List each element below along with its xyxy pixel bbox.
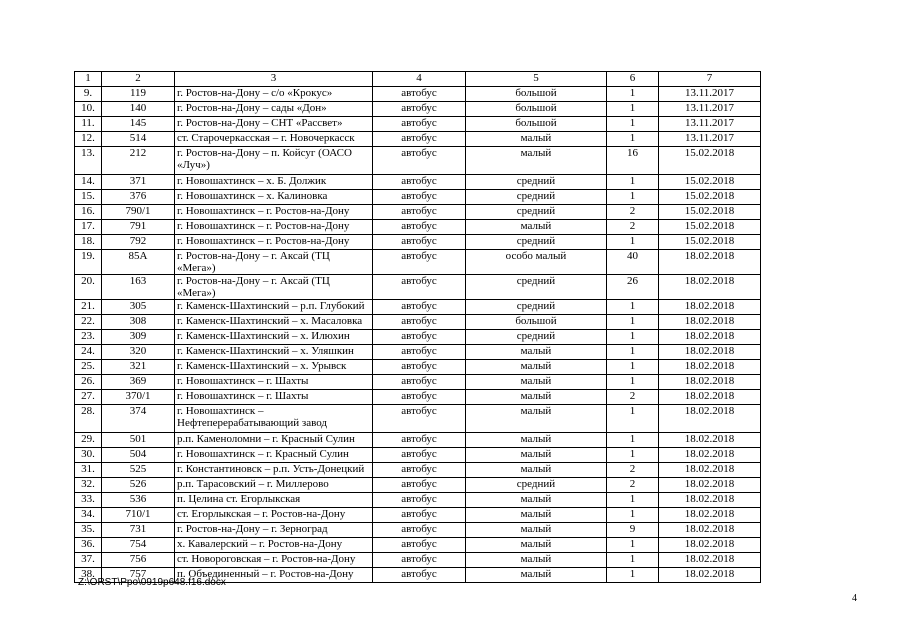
- route-name-cell: п. Объединенный – г. Ростов-на-Дону: [175, 568, 373, 583]
- date-cell: 18.02.2018: [659, 478, 761, 493]
- route-name-cell: х. Кавалерский – г. Ростов-на-Дону: [175, 538, 373, 553]
- vehicle-class-cell: малый: [466, 553, 607, 568]
- vehicle-type-cell: автобус: [373, 315, 466, 330]
- table-row: [75, 87, 761, 102]
- vehicle-class-cell: средний: [466, 275, 607, 300]
- vehicle-type-cell: автобус: [373, 360, 466, 375]
- table-row: [75, 190, 761, 205]
- vehicle-class-cell: малый: [466, 405, 607, 433]
- vehicle-class-cell: малый: [466, 463, 607, 478]
- vehicle-count-cell: 1: [607, 300, 659, 315]
- route-number-cell: 501: [102, 433, 175, 448]
- vehicle-count-cell: 1: [607, 132, 659, 147]
- route-name-cell: г. Константиновск – р.п. Усть-Донецкий: [175, 463, 373, 478]
- column-header: 6: [607, 72, 659, 87]
- route-name-cell: г. Каменск-Шахтинский – х. Уляшкин: [175, 345, 373, 360]
- date-cell: 18.02.2018: [659, 523, 761, 538]
- routes-table: [74, 71, 761, 583]
- column-header: 3: [175, 72, 373, 87]
- table-row: [75, 345, 761, 360]
- vehicle-count-cell: 1: [607, 330, 659, 345]
- date-cell: 18.02.2018: [659, 568, 761, 583]
- route-number-cell: 754: [102, 538, 175, 553]
- route-number-cell: 119: [102, 87, 175, 102]
- table-row: [75, 275, 761, 300]
- vehicle-class-cell: малый: [466, 568, 607, 583]
- table-row: [75, 132, 761, 147]
- file-path: Z:\ORST\Ppo\0919p648.f16.docx: [78, 577, 226, 588]
- row-number-cell: 10.: [75, 102, 102, 117]
- row-number-cell: 18.: [75, 235, 102, 250]
- vehicle-type-cell: автобус: [373, 493, 466, 508]
- row-number-cell: 13.: [75, 147, 102, 175]
- vehicle-class-cell: малый: [466, 147, 607, 175]
- route-name-cell: г. Новошахтинск – г. Шахты: [175, 390, 373, 405]
- vehicle-count-cell: 40: [607, 250, 659, 275]
- vehicle-class-cell: малый: [466, 345, 607, 360]
- table-row: [75, 493, 761, 508]
- vehicle-type-cell: автобус: [373, 478, 466, 493]
- vehicle-type-cell: автобус: [373, 433, 466, 448]
- table-row: [75, 300, 761, 315]
- date-cell: 18.02.2018: [659, 360, 761, 375]
- table-row: [75, 220, 761, 235]
- vehicle-type-cell: автобус: [373, 463, 466, 478]
- table-row: [75, 463, 761, 478]
- route-number-cell: 308: [102, 315, 175, 330]
- vehicle-count-cell: 1: [607, 345, 659, 360]
- route-name-cell: г. Каменск-Шахтинский – х. Урывск: [175, 360, 373, 375]
- date-cell: 13.11.2017: [659, 87, 761, 102]
- route-number-cell: 757: [102, 568, 175, 583]
- date-cell: 18.02.2018: [659, 405, 761, 433]
- vehicle-count-cell: 16: [607, 147, 659, 175]
- table-row: [75, 147, 761, 175]
- vehicle-type-cell: автобус: [373, 102, 466, 117]
- vehicle-count-cell: 1: [607, 190, 659, 205]
- row-number-cell: 26.: [75, 375, 102, 390]
- row-number-cell: 23.: [75, 330, 102, 345]
- table-row: [75, 375, 761, 390]
- date-cell: 15.02.2018: [659, 220, 761, 235]
- vehicle-type-cell: автобус: [373, 275, 466, 300]
- vehicle-count-cell: 1: [607, 175, 659, 190]
- vehicle-type-cell: автобус: [373, 250, 466, 275]
- route-number-cell: 792: [102, 235, 175, 250]
- vehicle-class-cell: малый: [466, 375, 607, 390]
- date-cell: 18.02.2018: [659, 330, 761, 345]
- route-number-cell: 163: [102, 275, 175, 300]
- row-number-cell: 12.: [75, 132, 102, 147]
- row-number-cell: 24.: [75, 345, 102, 360]
- row-number-cell: 21.: [75, 300, 102, 315]
- date-cell: 18.02.2018: [659, 553, 761, 568]
- vehicle-count-cell: 26: [607, 275, 659, 300]
- vehicle-count-cell: 1: [607, 117, 659, 132]
- route-name-cell: п. Целина ст. Егорлыкская: [175, 493, 373, 508]
- route-number-cell: 536: [102, 493, 175, 508]
- date-cell: 13.11.2017: [659, 132, 761, 147]
- date-cell: 18.02.2018: [659, 275, 761, 300]
- table-row: [75, 508, 761, 523]
- vehicle-count-cell: 1: [607, 433, 659, 448]
- vehicle-type-cell: автобус: [373, 523, 466, 538]
- route-name-cell: г. Новошахтинск – х. Калиновка: [175, 190, 373, 205]
- vehicle-type-cell: автобус: [373, 175, 466, 190]
- route-number-cell: 212: [102, 147, 175, 175]
- table-row: [75, 405, 761, 433]
- vehicle-type-cell: автобус: [373, 220, 466, 235]
- vehicle-type-cell: автобус: [373, 553, 466, 568]
- date-cell: 15.02.2018: [659, 205, 761, 220]
- row-number-cell: 25.: [75, 360, 102, 375]
- header-row: [75, 72, 761, 87]
- vehicle-class-cell: средний: [466, 205, 607, 220]
- vehicle-class-cell: средний: [466, 300, 607, 315]
- vehicle-class-cell: большой: [466, 87, 607, 102]
- row-number-cell: 29.: [75, 433, 102, 448]
- column-header: 1: [75, 72, 102, 87]
- route-name-cell: г. Новошахтинск – г. Ростов-на-Дону: [175, 220, 373, 235]
- vehicle-class-cell: большой: [466, 315, 607, 330]
- vehicle-count-cell: 2: [607, 463, 659, 478]
- vehicle-type-cell: автобус: [373, 147, 466, 175]
- vehicle-class-cell: средний: [466, 175, 607, 190]
- vehicle-type-cell: автобус: [373, 235, 466, 250]
- column-header: 7: [659, 72, 761, 87]
- date-cell: 18.02.2018: [659, 390, 761, 405]
- route-name-cell: г. Ростов-на-Дону – СНТ «Рассвет»: [175, 117, 373, 132]
- table-row: [75, 538, 761, 553]
- table-row: [75, 478, 761, 493]
- route-name-cell: г. Каменск-Шахтинский – р.п. Глубокий: [175, 300, 373, 315]
- row-number-cell: 31.: [75, 463, 102, 478]
- date-cell: 18.02.2018: [659, 448, 761, 463]
- row-number-cell: 9.: [75, 87, 102, 102]
- row-number-cell: 32.: [75, 478, 102, 493]
- vehicle-class-cell: большой: [466, 117, 607, 132]
- vehicle-class-cell: малый: [466, 523, 607, 538]
- route-number-cell: 320: [102, 345, 175, 360]
- vehicle-count-cell: 2: [607, 205, 659, 220]
- vehicle-type-cell: автобус: [373, 132, 466, 147]
- vehicle-class-cell: средний: [466, 330, 607, 345]
- vehicle-type-cell: автобус: [373, 300, 466, 315]
- route-number-cell: 526: [102, 478, 175, 493]
- route-name-cell: г. Новошахтинск – г. Ростов-на-Дону: [175, 235, 373, 250]
- table-row: [75, 315, 761, 330]
- vehicle-count-cell: 1: [607, 448, 659, 463]
- date-cell: 18.02.2018: [659, 463, 761, 478]
- vehicle-type-cell: автобус: [373, 538, 466, 553]
- vehicle-count-cell: 1: [607, 87, 659, 102]
- route-number-cell: 369: [102, 375, 175, 390]
- vehicle-count-cell: 1: [607, 375, 659, 390]
- route-name-cell: г. Каменск-Шахтинский – х. Масаловка: [175, 315, 373, 330]
- row-number-cell: 36.: [75, 538, 102, 553]
- table-row: [75, 448, 761, 463]
- route-name-cell: г. Ростов-на-Дону – г. Зерноград: [175, 523, 373, 538]
- date-cell: 18.02.2018: [659, 433, 761, 448]
- vehicle-class-cell: малый: [466, 433, 607, 448]
- route-number-cell: 710/1: [102, 508, 175, 523]
- vehicle-count-cell: 1: [607, 405, 659, 433]
- route-number-cell: 504: [102, 448, 175, 463]
- route-number-cell: 321: [102, 360, 175, 375]
- row-number-cell: 28.: [75, 405, 102, 433]
- row-number-cell: 15.: [75, 190, 102, 205]
- route-name-cell: г. Ростов-на-Дону – г. Аксай (ТЦ «Мега»): [175, 275, 373, 300]
- vehicle-count-cell: 2: [607, 478, 659, 493]
- date-cell: 18.02.2018: [659, 493, 761, 508]
- route-number-cell: 309: [102, 330, 175, 345]
- route-number-cell: 305: [102, 300, 175, 315]
- vehicle-class-cell: малый: [466, 538, 607, 553]
- route-name-cell: р.п. Тарасовский – г. Миллерово: [175, 478, 373, 493]
- route-name-cell: р.п. Каменоломни – г. Красный Сулин: [175, 433, 373, 448]
- vehicle-count-cell: 2: [607, 220, 659, 235]
- row-number-cell: 22.: [75, 315, 102, 330]
- vehicle-type-cell: автобус: [373, 448, 466, 463]
- date-cell: 18.02.2018: [659, 250, 761, 275]
- date-cell: 13.11.2017: [659, 102, 761, 117]
- route-name-cell: г. Новошахтинск – Нефтеперерабатывающий завод: [175, 405, 373, 433]
- vehicle-class-cell: малый: [466, 390, 607, 405]
- row-number-cell: 37.: [75, 553, 102, 568]
- vehicle-class-cell: малый: [466, 360, 607, 375]
- route-name-cell: г. Ростов-на-Дону – сады «Дон»: [175, 102, 373, 117]
- row-number-cell: 35.: [75, 523, 102, 538]
- route-name-cell: г. Новошахтинск – г. Шахты: [175, 375, 373, 390]
- vehicle-type-cell: автобус: [373, 508, 466, 523]
- vehicle-count-cell: 1: [607, 508, 659, 523]
- vehicle-type-cell: автобус: [373, 405, 466, 433]
- date-cell: 18.02.2018: [659, 345, 761, 360]
- date-cell: 15.02.2018: [659, 147, 761, 175]
- vehicle-count-cell: 1: [607, 102, 659, 117]
- route-name-cell: г. Новошахтинск – г. Ростов-на-Дону: [175, 205, 373, 220]
- table-row: [75, 330, 761, 345]
- date-cell: 18.02.2018: [659, 375, 761, 390]
- vehicle-count-cell: 1: [607, 493, 659, 508]
- vehicle-type-cell: автобус: [373, 117, 466, 132]
- date-cell: 13.11.2017: [659, 117, 761, 132]
- route-number-cell: 85А: [102, 250, 175, 275]
- row-number-cell: 19.: [75, 250, 102, 275]
- vehicle-class-cell: особо малый: [466, 250, 607, 275]
- row-number-cell: 20.: [75, 275, 102, 300]
- vehicle-class-cell: большой: [466, 102, 607, 117]
- vehicle-count-cell: 1: [607, 235, 659, 250]
- route-number-cell: 791: [102, 220, 175, 235]
- vehicle-class-cell: средний: [466, 478, 607, 493]
- route-name-cell: г. Новошахтинск – х. Б. Должик: [175, 175, 373, 190]
- vehicle-count-cell: 1: [607, 568, 659, 583]
- date-cell: 18.02.2018: [659, 508, 761, 523]
- page-number: 4: [852, 593, 857, 604]
- vehicle-count-cell: 9: [607, 523, 659, 538]
- table-row: [75, 553, 761, 568]
- column-header: 2: [102, 72, 175, 87]
- vehicle-class-cell: средний: [466, 190, 607, 205]
- column-header: 5: [466, 72, 607, 87]
- route-name-cell: г. Новошахтинск – г. Красный Сулин: [175, 448, 373, 463]
- route-name-cell: г. Каменск-Шахтинский – х. Илюхин: [175, 330, 373, 345]
- vehicle-class-cell: малый: [466, 220, 607, 235]
- table-row: [75, 523, 761, 538]
- row-number-cell: 33.: [75, 493, 102, 508]
- table-row: [75, 235, 761, 250]
- vehicle-type-cell: автобус: [373, 205, 466, 220]
- row-number-cell: 34.: [75, 508, 102, 523]
- date-cell: 15.02.2018: [659, 175, 761, 190]
- vehicle-type-cell: автобус: [373, 375, 466, 390]
- row-number-cell: 38.: [75, 568, 102, 583]
- route-number-cell: 376: [102, 190, 175, 205]
- route-name-cell: ст. Егорлыкская – г. Ростов-на-Дону: [175, 508, 373, 523]
- vehicle-class-cell: малый: [466, 448, 607, 463]
- row-number-cell: 17.: [75, 220, 102, 235]
- table-row: [75, 250, 761, 275]
- date-cell: 15.02.2018: [659, 190, 761, 205]
- route-name-cell: г. Ростов-на-Дону – г. Аксай (ТЦ «Мега»): [175, 250, 373, 275]
- route-name-cell: ст. Новороговская – г. Ростов-на-Дону: [175, 553, 373, 568]
- table-row: [75, 360, 761, 375]
- route-number-cell: 371: [102, 175, 175, 190]
- date-cell: 15.02.2018: [659, 235, 761, 250]
- route-number-cell: 756: [102, 553, 175, 568]
- row-number-cell: 11.: [75, 117, 102, 132]
- date-cell: 18.02.2018: [659, 300, 761, 315]
- vehicle-count-cell: 1: [607, 360, 659, 375]
- route-number-cell: 790/1: [102, 205, 175, 220]
- route-number-cell: 731: [102, 523, 175, 538]
- route-number-cell: 370/1: [102, 390, 175, 405]
- table-row: [75, 102, 761, 117]
- table-row: [75, 390, 761, 405]
- vehicle-count-cell: 1: [607, 553, 659, 568]
- vehicle-class-cell: малый: [466, 132, 607, 147]
- row-number-cell: 14.: [75, 175, 102, 190]
- table-row: [75, 117, 761, 132]
- route-number-cell: 514: [102, 132, 175, 147]
- table-row: [75, 205, 761, 220]
- route-number-cell: 140: [102, 102, 175, 117]
- route-name-cell: г. Ростов-на-Дону – п. Койсуг (ОАСО «Луч»): [175, 147, 373, 175]
- vehicle-class-cell: малый: [466, 493, 607, 508]
- row-number-cell: 30.: [75, 448, 102, 463]
- vehicle-count-cell: 1: [607, 315, 659, 330]
- route-number-cell: 374: [102, 405, 175, 433]
- column-header: 4: [373, 72, 466, 87]
- route-number-cell: 145: [102, 117, 175, 132]
- vehicle-type-cell: автобус: [373, 345, 466, 360]
- row-number-cell: 27.: [75, 390, 102, 405]
- vehicle-type-cell: автобус: [373, 190, 466, 205]
- route-name-cell: ст. Старочеркасская – г. Новочеркасск: [175, 132, 373, 147]
- table-row: [75, 175, 761, 190]
- vehicle-count-cell: 2: [607, 390, 659, 405]
- table-row: [75, 433, 761, 448]
- vehicle-class-cell: малый: [466, 508, 607, 523]
- route-number-cell: 525: [102, 463, 175, 478]
- vehicle-type-cell: автобус: [373, 87, 466, 102]
- route-name-cell: г. Ростов-на-Дону – с/о «Крокус»: [175, 87, 373, 102]
- vehicle-type-cell: автобус: [373, 390, 466, 405]
- vehicle-count-cell: 1: [607, 538, 659, 553]
- vehicle-class-cell: средний: [466, 235, 607, 250]
- date-cell: 18.02.2018: [659, 315, 761, 330]
- vehicle-type-cell: автобус: [373, 568, 466, 583]
- date-cell: 18.02.2018: [659, 538, 761, 553]
- vehicle-type-cell: автобус: [373, 330, 466, 345]
- row-number-cell: 16.: [75, 205, 102, 220]
